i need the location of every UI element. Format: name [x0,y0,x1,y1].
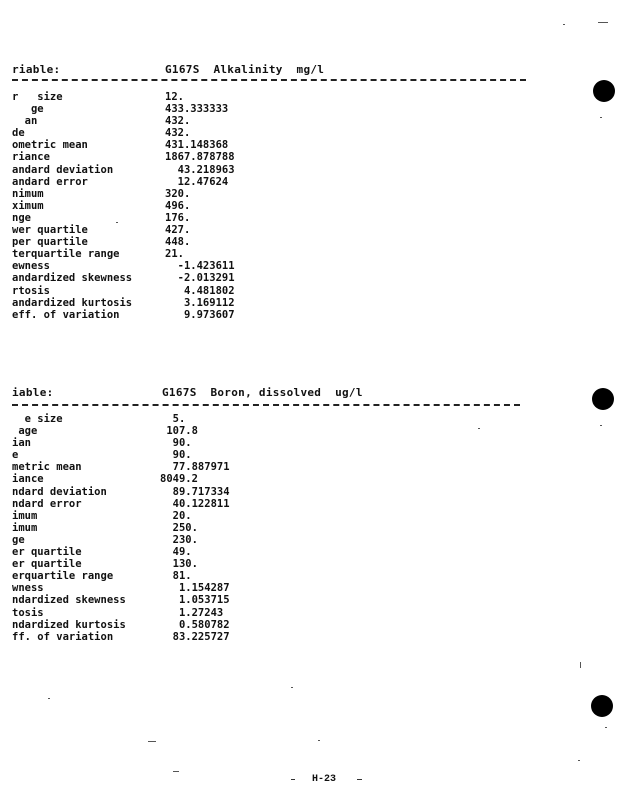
stat-label: ge [12,533,25,546]
page-number: H-23 [312,774,337,785]
stat-row [0,200,400,212]
stat-row [0,631,400,643]
stat-value: 496. [165,199,191,212]
stat-value: 12.47624 [165,175,229,188]
stat-value: 433.333333 [165,103,229,116]
dashed-rule [12,404,520,406]
stat-value: 432. [165,127,191,140]
stat-label: age [12,425,38,438]
scan-speck [605,727,607,728]
stat-row [0,449,400,461]
page-footer [0,773,618,787]
stat-value: 1.053715 [160,594,230,607]
stat-label: er quartile [12,558,82,571]
stat-value: 21. [165,248,184,261]
variable-label: iable: [12,386,54,399]
scan-speck [148,741,156,742]
stat-value: 130. [160,558,198,571]
stat-row [0,176,400,188]
scan-speck [578,760,580,761]
stat-label: terquartile range [12,248,120,261]
stat-label: iance [12,473,44,486]
stat-row [0,236,400,248]
stat-value: 77.887971 [160,461,230,474]
stat-label: rtosis [12,284,50,297]
stat-label: tosis [12,606,44,619]
scan-speck [48,698,50,699]
stat-value: 107.8 [160,425,198,438]
stat-row [0,522,400,534]
variable-title: G167S Boron, dissolved ug/l [162,386,363,399]
stat-value: 12. [165,91,184,103]
punch-hole [591,695,613,717]
stat-value: 43.218963 [165,163,235,176]
stat-value: 90. [160,437,192,450]
stat-label: r size [12,91,63,103]
scan-speck [598,22,608,23]
stat-row [0,224,400,236]
stat-value: 40.122811 [160,497,230,510]
stat-value: 230. [160,533,198,546]
stat-label: ewness [12,260,50,273]
stat-row [0,139,400,151]
stat-row [0,498,400,510]
stat-row [0,570,400,582]
scan-speck [600,425,602,426]
scan-speck [291,687,293,688]
stat-row [0,619,400,631]
stat-value: 250. [160,521,198,534]
stat-row [0,546,400,558]
stat-value: 5. [160,413,186,425]
stat-label: ndard deviation [12,485,107,498]
stat-label: an [12,115,38,128]
stat-label: erquartile range [12,570,114,583]
stat-row [0,413,400,425]
footer-dash [357,779,362,780]
scan-speck [580,662,581,668]
punch-hole [592,388,614,410]
stat-value: -2.013291 [165,272,235,285]
stat-row [0,309,400,321]
stat-label: de [12,127,25,140]
stat-value: 427. [165,224,191,237]
stat-label: nge [12,211,31,224]
stat-label: andard error [12,175,88,188]
stat-label: nimum [12,187,44,200]
stat-row [0,297,400,309]
stat-row [0,461,400,473]
scan-speck [318,740,320,741]
stat-row [0,534,400,546]
stat-value: 431.148368 [165,139,229,152]
stats-table [0,91,400,321]
stat-value: 9.973607 [165,308,235,321]
stat-row [0,164,400,176]
stat-label: eff. of variation [12,308,120,321]
stat-row [0,151,400,163]
stat-value: 432. [165,115,191,128]
stat-label: andard deviation [12,163,114,176]
stat-row [0,115,400,127]
stat-row [0,510,400,522]
stat-value: 1867.878788 [165,151,235,164]
scan-speck [173,771,179,772]
stat-label: e [12,449,19,462]
stat-label: ndardized kurtosis [12,618,126,631]
stat-row [0,594,400,606]
stat-row [0,248,400,260]
stat-label: andardized skewness [12,272,133,285]
footer-dash [291,779,295,780]
stat-value: 4.481802 [165,284,235,297]
scan-speck [563,24,565,25]
stat-value: 320. [165,187,191,200]
stat-label: er quartile [12,546,82,559]
stat-value: -1.423611 [165,260,235,273]
stat-value: 448. [165,236,191,249]
stat-value: 3.169112 [165,296,235,309]
stat-row [0,91,400,103]
stat-label: riance [12,151,50,164]
stat-value: 83.225727 [160,630,230,643]
scan-speck [600,117,602,118]
stat-value: 49. [160,546,192,559]
stat-value: 20. [160,509,192,522]
variable-label: riable: [12,63,61,76]
stat-row [0,212,400,224]
stat-value: 8049.2 [160,473,198,486]
stat-label: wer quartile [12,224,88,237]
stat-label: ian [12,437,31,450]
stat-value: 1.27243 [160,606,224,619]
stat-row [0,103,400,115]
stat-label: ff. of variation [12,630,114,643]
stat-label: ximum [12,199,44,212]
stat-value: 0.580782 [160,618,230,631]
stat-value: 1.154287 [160,582,230,595]
stat-label: ndardized skewness [12,594,126,607]
stat-label: ndard error [12,497,82,510]
stat-label: metric mean [12,461,82,474]
stat-label: ge [12,103,44,116]
dashed-rule [12,79,526,81]
stat-row [0,260,400,272]
stat-label: ometric mean [12,139,88,152]
stat-row [0,127,400,139]
stat-row [0,558,400,570]
stat-row [0,188,400,200]
stat-value: 81. [160,570,192,583]
stat-row [0,486,400,498]
stat-value: 89.717334 [160,485,230,498]
variable-header [0,62,540,78]
stat-label: imum [12,521,38,534]
stat-value: 90. [160,449,192,462]
stat-row [0,607,400,619]
stat-label: e size [12,413,63,425]
stat-label: per quartile [12,236,88,249]
stat-value: 176. [165,211,191,224]
variable-header [0,385,540,401]
stats-block-alkalinity [0,62,540,321]
punch-hole [593,80,615,102]
stats-table [0,413,400,643]
scan-speck [478,428,480,429]
variable-title: G167S Alkalinity mg/l [165,63,325,76]
stat-row [0,272,400,284]
stat-row [0,582,400,594]
stat-row [0,425,400,437]
stat-label: andardized kurtosis [12,296,133,309]
stat-row [0,285,400,297]
stat-label: wness [12,582,44,595]
stat-label: imum [12,509,38,522]
stats-block-boron [0,385,540,643]
stat-row [0,473,400,485]
stat-row [0,437,400,449]
